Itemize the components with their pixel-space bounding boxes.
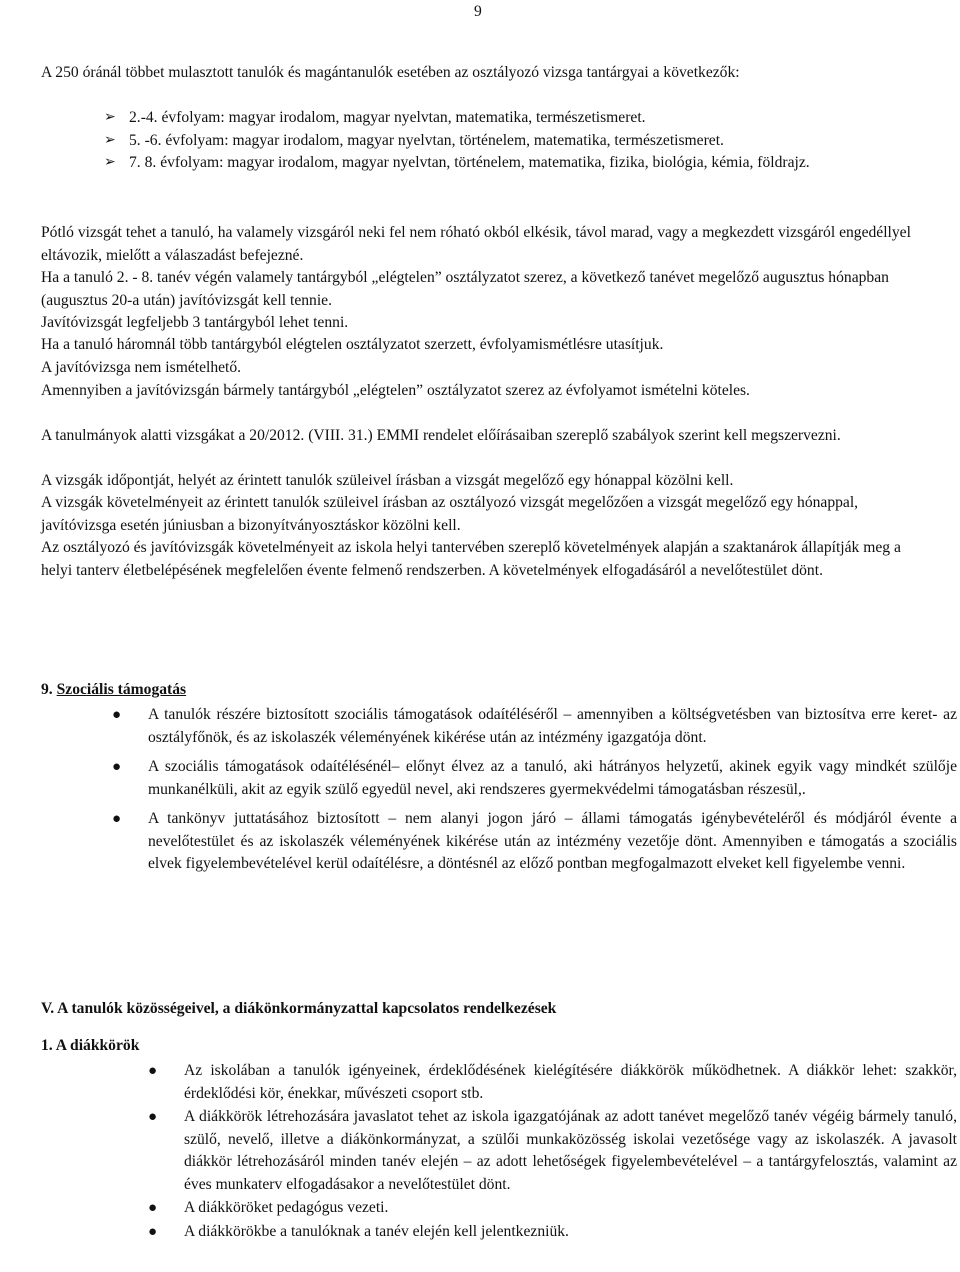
rule-paragraph: Pótló vizsgát tehet a tanuló, ha valamely vizsgáról neki fel nem róható okból elkésik, távol marad, vagy a megkezdett vizsgáról engedéllyel eltávozik, mielőtt a válaszadást befejezné.: [41, 224, 911, 264]
bullet-dot-icon: ●: [148, 1109, 158, 1125]
section-number: 9.: [41, 681, 53, 698]
arrow-bullet-icon: ➢: [104, 155, 116, 170]
bullet-dot-icon: ●: [112, 811, 122, 827]
section-9-list: [112, 704, 957, 883]
section-1-heading: 1. A diákkörök: [41, 1037, 140, 1054]
list-item: ➢ 5. -6. évfolyam: magyar irodalom, magyar nyelvtan, történelem, matematika, természetismeret.: [129, 130, 919, 153]
bullet-dot-icon: ●: [112, 759, 122, 775]
list-item: ● A diákköröket pedagógus vezeti.: [184, 1197, 957, 1220]
rule-paragraph: Ha a tanuló háromnál több tantárgyból elégtelen osztályzatot szerzett, évfolyamismétlésre utasítjuk.: [41, 336, 664, 353]
intro-paragraph: A 250 óránál többet mulasztott tanulók és magántanulók esetében az osztályozó vizsga tantárgyai a következők:: [41, 64, 740, 81]
rule-paragraph: A tanulmányok alatti vizsgákat a 20/2012. (VIII. 31.) EMMI rendelet előírásaiban szereplő szabályok szerint kell megszervezni.: [41, 427, 841, 444]
section-1-list: [148, 1060, 957, 1244]
rule-paragraph: Az osztályozó és javítóvizsgák követelményeit az iskola helyi tantervében szereplő követelmények alapján a szaktanárok állapítják meg a helyi tanterv életbelépésének megfelelően évente felmenő rendszerben. A követelmények elfogadásáról a nevelőtestület dönt.: [41, 539, 901, 579]
page-number: 9: [474, 3, 482, 20]
list-item: ➢ 2.-4. évfolyam: magyar irodalom, magyar nyelvtan, matematika, természetismeret.: [129, 107, 919, 130]
bullet-dot-icon: ●: [148, 1063, 158, 1079]
list-item: ● A diákkörökbe a tanulóknak a tanév elején kell jelentkezniük.: [184, 1221, 957, 1244]
chapter-v-heading: V. A tanulók közösségeivel, a diákönkormányzattal kapcsolatos rendelkezések: [41, 1000, 557, 1017]
arrow-bullet-icon: ➢: [104, 132, 116, 148]
section-9-heading: [41, 679, 186, 702]
list-item: ● A diákkörök létrehozására javaslatot tehet az iskola igazgatójának az adott tanévet megelőző tanév végéig bármely tanuló, szülő, nevelő, illetve a diákönkormányzat, a szülői munkaközösség iskolai vezetősége vagy az iskolaszék. A javasolt diákkör létrehozásáról minden tanév elején – az adott lehetőségek figyelembevételével – a tantárgyfelosztás, valamint az éves munkaterv elfogadásakor a nevelőtestület dönt.: [148, 1108, 957, 1193]
bullet-dot-icon: ●: [148, 1200, 158, 1216]
rule-paragraph: A javítóvizsga nem ismételhető.: [41, 359, 242, 376]
intro-list: [104, 107, 919, 175]
rule-paragraph: Amennyiben a javítóvizsgán bármely tantárgyból „elégtelen” osztályzatot szerez az évfolyamot ismételni köteles.: [41, 382, 750, 399]
rule-paragraph: Javítóvizsgát legfeljebb 3 tantárgyból lehet tenni.: [41, 314, 349, 331]
list-item: ● A tanulók részére biztosított szociális támogatások odaítéléséről – amennyiben a költségvetésben van biztosítva erre keret- az osztályfőnök, és az iskolaszék véleményének kikérése után az intézmény igazgatója dönt.: [112, 706, 957, 746]
rule-paragraph: A vizsgák követelményeit az érintett tanulók szüleivel írásban az osztályozó vizsgát megelőzően a vizsgát megelőző egy hónappal, javítóvizsga esetén júniusban a bizonyítványosztáskor közölni kell.: [41, 494, 859, 534]
list-item: ● A tankönyv juttatásához biztosított – nem alanyi jogon járó – állami támogatás igénybevételéről és módjáról évente a nevelőtestület és az iskolaszék véleményének kikérése után az intézmény vezetője dönt. Amennyiben e támogatás a szociális elvek figyelembevételével kerül odaítélésre, a döntésnél az előző pontban megfogalmazott elveket kell figyelembe venni.: [112, 810, 957, 872]
arrow-bullet-icon: ➢: [104, 110, 116, 125]
bullet-dot-icon: ●: [112, 707, 122, 723]
section-title: Szociális támogatás: [56, 681, 187, 698]
list-item: ● A szociális támogatások odaítélésénél– előnyt élvez az a tanuló, aki hátrányos helyzetű, akinek egyik vagy mindkét szülője munkanélküli, akit az egyik szülő egyedül nevel, aki rendszeres gyermekvédelmi támogatásban részesül,.: [112, 758, 957, 798]
rule-paragraph: Ha a tanuló 2. - 8. tanév végén valamely tantárgyból „elégtelen” osztályzatot szerez, a következő tanévet megelőző augusztus hónapban (augusztus 20-a után) javítóvizsgát kell tennie.: [41, 269, 889, 309]
bullet-dot-icon: ●: [148, 1223, 158, 1240]
rule-paragraph: A vizsgák időpontját, helyét az érintett tanulók szüleivel írásban a vizsgát megelőző egy hónappal közölni kell.: [41, 472, 734, 489]
list-item: ● Az iskolában a tanulók igényeinek, érdeklődésének kielégítésére diákkörök működhetnek. A diákkör lehet: szakkör, érdeklődési kör, énekkar, művészeti csoport stb.: [148, 1062, 957, 1102]
list-item: ➢ 7. 8. évfolyam: magyar irodalom, magyar nyelvtan, történelem, matematika, fizika, biológia, kémia, földrajz.: [129, 152, 919, 175]
